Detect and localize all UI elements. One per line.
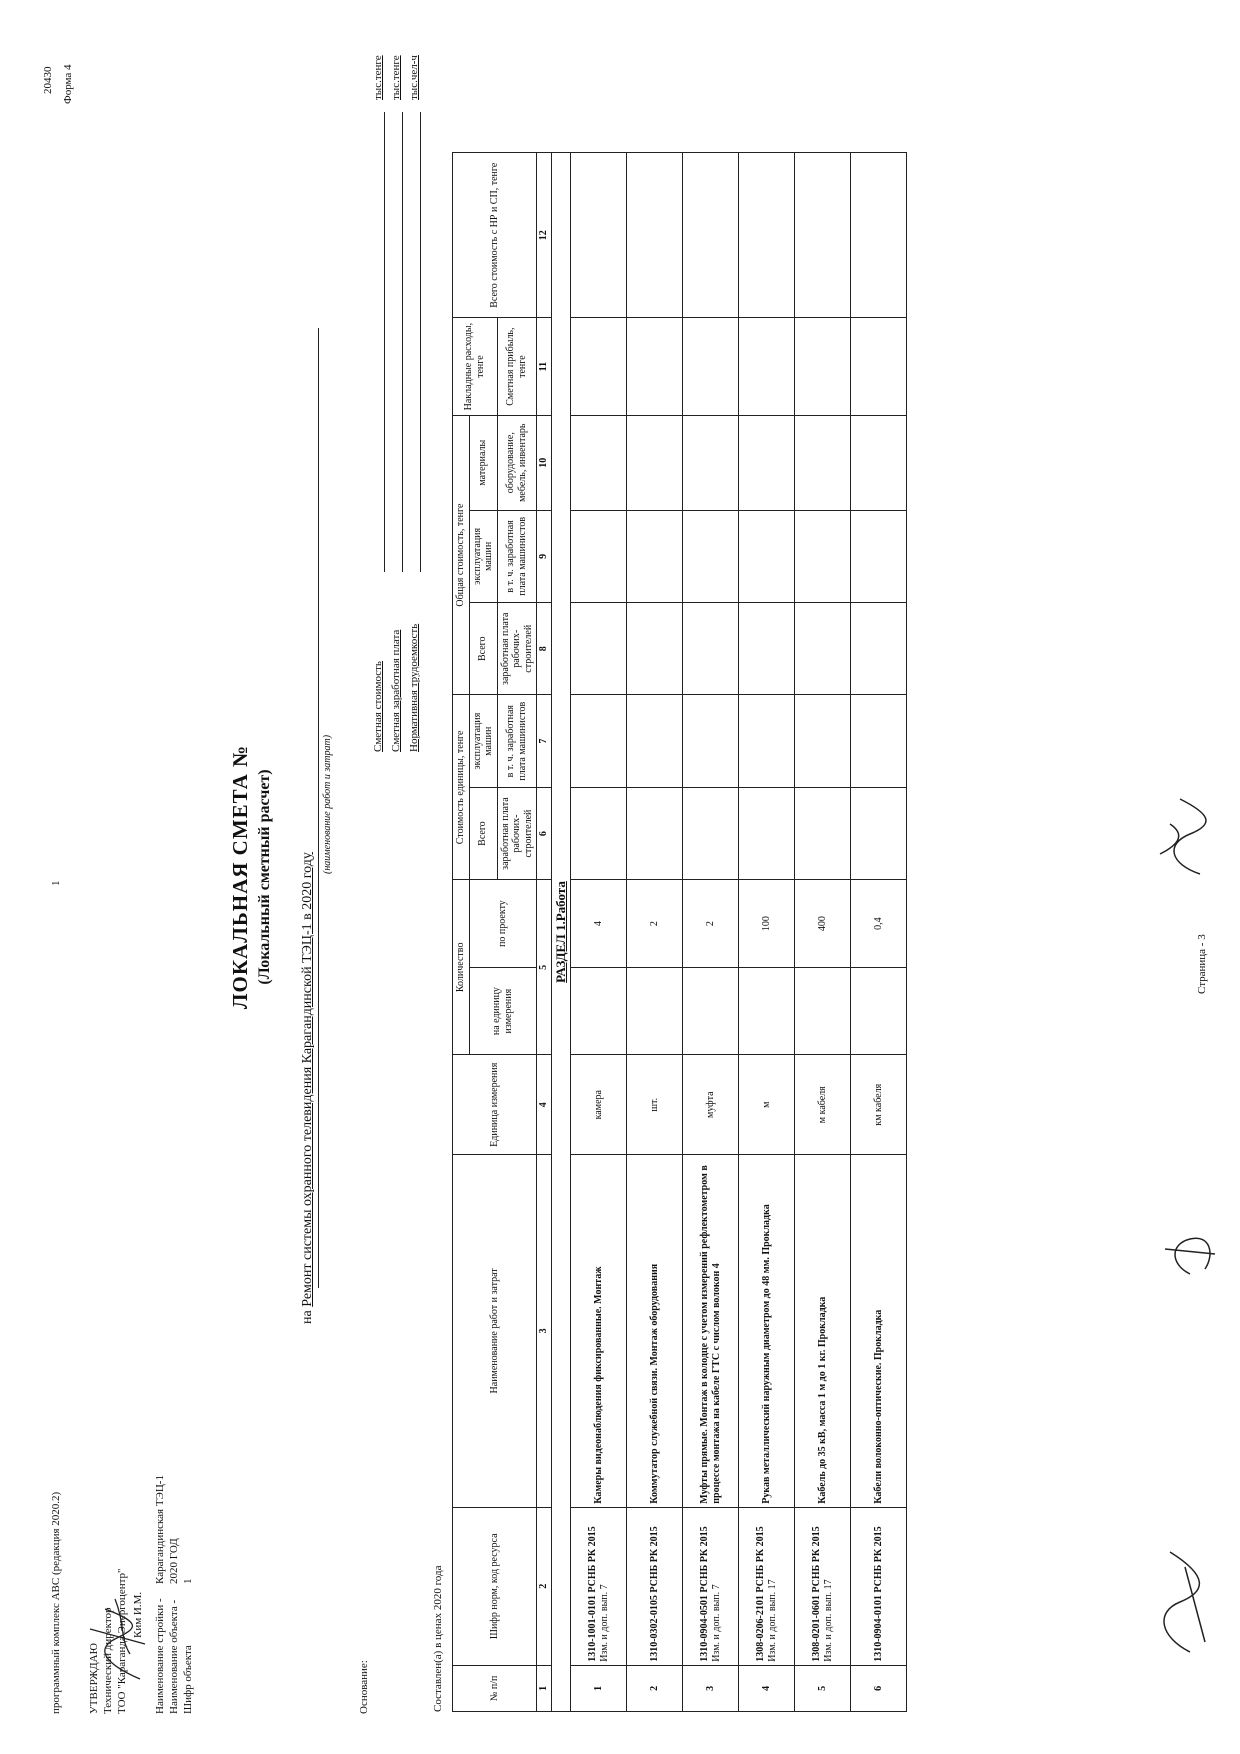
row-unit: камера	[571, 1055, 627, 1155]
row-code-value: 1310-0904-0501 РСНБ РК 2015	[699, 1526, 711, 1662]
object-code-label: Шифр объекта	[182, 1645, 194, 1714]
row-empty-cell	[851, 510, 907, 602]
row-empty-cell	[627, 415, 683, 510]
col-unit-header: Единица измерения	[453, 1055, 537, 1155]
row-empty-cell	[627, 318, 683, 415]
column-number: 7	[537, 695, 552, 787]
row-empty-cell	[795, 603, 851, 695]
col-unit-cost-header: Стоимость единицы, тенге	[453, 695, 470, 880]
col-qty-project: по проекту	[469, 880, 537, 968]
summary-label-wages: Сметная заработная плата	[390, 629, 402, 752]
estimate-table	[452, 152, 907, 1712]
row-empty-cell	[683, 153, 739, 318]
col-unit-all: Всего	[469, 787, 497, 879]
col-unit-wages-machinists: в т. ч. заработная плата машинистов	[497, 695, 537, 787]
row-code	[739, 1507, 795, 1665]
col-qty-per-unit: на единицу измерения	[469, 967, 537, 1055]
summary-line-1	[384, 112, 385, 572]
row-number: 6	[851, 1665, 907, 1711]
row-code-note: Изм. и доп. вып. 7	[710, 1584, 722, 1662]
approver-signature	[85, 1591, 155, 1684]
row-unit: муфта	[683, 1055, 739, 1155]
object-code-value: 1	[182, 1578, 194, 1584]
row-empty-cell	[795, 318, 851, 415]
col-unit-machines: эксплуатация машин	[469, 695, 497, 787]
summary-unit-estimate: тыс.тенге	[372, 55, 384, 100]
row-name: Рукав металлический наружным диаметром до 48 мм. Прокладка	[739, 1155, 795, 1508]
site-value: Карагандинская ТЭЦ-1	[154, 1475, 166, 1584]
table-row	[683, 153, 739, 1712]
column-number: 5	[537, 880, 552, 1055]
row-empty-cell	[851, 415, 907, 510]
row-empty-cell	[571, 787, 627, 879]
column-number: 8	[537, 603, 552, 695]
row-unit: км кабеля	[851, 1055, 907, 1155]
col-overhead-header: Накладные расходы, тенге	[453, 318, 498, 415]
row-empty-cell	[571, 510, 627, 602]
row-quantity: 4	[571, 880, 627, 968]
col-total-wages: заработная плата рабочих-строителей	[497, 603, 537, 695]
col-code-header: Шифр норм, код ресурса	[453, 1507, 537, 1665]
row-empty-cell	[683, 695, 739, 787]
row-code-value: 1310-0302-0105 РСНБ РК 2015	[649, 1526, 661, 1662]
doc-subtitle-wrap	[256, 0, 274, 1754]
margin-initials	[1150, 794, 1220, 884]
row-qty-per-unit	[795, 967, 851, 1055]
row-empty-cell	[627, 603, 683, 695]
work-caption: (наименование работ и затрат)	[322, 734, 333, 874]
col-total-np-header: Всего стоимость с НР и СП, тенге	[453, 153, 537, 318]
work-underline	[318, 328, 319, 1288]
doc-title-wrap	[228, 0, 253, 1754]
row-unit: м	[739, 1055, 795, 1155]
section-row	[551, 153, 571, 1712]
row-name: Кабель до 35 кВ, масса 1 м до 1 кг. Прокладка	[795, 1155, 851, 1508]
row-empty-cell	[739, 318, 795, 415]
row-quantity: 100	[739, 880, 795, 968]
doc-subtitle: (Локальный сметный расчет)	[256, 769, 273, 985]
object-value: 2020 ГОД	[168, 1538, 180, 1584]
row-empty-cell	[571, 318, 627, 415]
row-quantity: 400	[795, 880, 851, 968]
col-name-header: Наименование работ и затрат	[453, 1155, 537, 1508]
table-row	[627, 153, 683, 1712]
site-label: Наименование стройки -	[154, 1598, 166, 1714]
row-number: 5	[795, 1665, 851, 1711]
summary-line-2	[402, 112, 403, 572]
row-code	[627, 1507, 683, 1665]
row-empty-cell	[739, 510, 795, 602]
row-qty-per-unit	[739, 967, 795, 1055]
row-number: 3	[683, 1665, 739, 1711]
row-code-note: Изм. и доп. вып. 7	[598, 1584, 610, 1662]
row-code-value: 1310-1001-0101 РСНБ РК 2015	[587, 1526, 599, 1662]
row-code-value: 1308-0201-0601 РСНБ РК 2015	[811, 1526, 823, 1662]
row-empty-cell	[571, 695, 627, 787]
row-qty-per-unit	[683, 967, 739, 1055]
row-empty-cell	[571, 415, 627, 510]
col-total-all: Всего	[469, 603, 497, 695]
row-number: 4	[739, 1665, 795, 1711]
col-profit-header: Сметная прибыль, тенге	[497, 318, 537, 415]
row-empty-cell	[851, 318, 907, 415]
table-row	[739, 153, 795, 1712]
column-number: 11	[537, 318, 552, 415]
doc-code: 20430	[42, 66, 54, 94]
column-numbers-row	[537, 153, 552, 1712]
approver-name: Ким И.М.	[132, 1591, 144, 1638]
margin-mark	[1160, 1224, 1220, 1284]
summary-unit-labor: тыс.чел-ч	[408, 55, 420, 100]
row-name: Коммутатор служебной связи. Монтаж оборудования	[627, 1155, 683, 1508]
on-label: на	[300, 1310, 315, 1324]
column-number: 2	[537, 1507, 552, 1665]
row-name: Муфты прямые. Монтаж в колодце с учетом измерений рефлектометром в процессе монтажа на кабеле ГТС с числом волокон 4	[683, 1155, 739, 1508]
row-quantity: 2	[683, 880, 739, 968]
row-qty-per-unit	[627, 967, 683, 1055]
row-empty-cell	[851, 787, 907, 879]
row-number: 2	[627, 1665, 683, 1711]
row-empty-cell	[627, 153, 683, 318]
row-empty-cell	[571, 603, 627, 695]
row-code	[571, 1507, 627, 1665]
col-total-machines: эксплуатация машин	[469, 510, 497, 602]
row-name: Камеры видеонаблюдения фиксированные. Монтаж	[571, 1155, 627, 1508]
approver-position: Технический директор	[102, 1607, 114, 1714]
row-empty-cell	[851, 695, 907, 787]
row-unit: м кабеля	[795, 1055, 851, 1155]
work-description	[300, 852, 316, 1324]
column-number: 12	[537, 153, 552, 318]
page-footer: Страница - 3	[1196, 934, 1208, 994]
form-label: Форма 4	[62, 64, 74, 104]
row-qty-per-unit	[571, 967, 627, 1055]
doc-title: ЛОКАЛЬНАЯ СМЕТА №	[228, 744, 252, 1010]
summary-unit-wages: тыс.тенге	[390, 55, 402, 100]
row-quantity: 0,4	[851, 880, 907, 968]
row-empty-cell	[795, 153, 851, 318]
col-quantity-header: Количество	[453, 880, 470, 1055]
row-empty-cell	[683, 603, 739, 695]
approved-label: УТВЕРЖДАЮ	[88, 1643, 100, 1714]
col-total-wages-machinists: в т. ч. заработная плата машинистов	[497, 510, 537, 602]
row-empty-cell	[683, 510, 739, 602]
row-empty-cell	[739, 787, 795, 879]
row-empty-cell	[683, 787, 739, 879]
row-number: 1	[571, 1665, 627, 1711]
row-empty-cell	[683, 415, 739, 510]
row-empty-cell	[795, 415, 851, 510]
row-empty-cell	[739, 153, 795, 318]
section-title: РАЗДЕЛ 1.Работа	[551, 153, 571, 1712]
margin-signature	[1150, 1542, 1220, 1662]
approver-company: ТОО "Караганда Энергоцентр"	[116, 1568, 128, 1714]
row-empty-cell	[571, 153, 627, 318]
col-unit-wages: заработная плата рабочих-строителей	[497, 787, 537, 879]
column-number: 9	[537, 510, 552, 602]
table-body	[571, 153, 907, 1712]
row-empty-cell	[683, 318, 739, 415]
column-number: 10	[537, 415, 552, 510]
row-qty-per-unit	[851, 967, 907, 1055]
work-name: Ремонт системы охранного телевидения Карагандинской ТЭЦ-1 в 2020 году	[300, 852, 315, 1307]
row-code-note: Изм. и доп. вып. 17	[766, 1579, 778, 1662]
col-total-equipment: оборудование, мебель, инвентарь	[497, 415, 537, 510]
basis-label: Основание:	[358, 1660, 370, 1714]
row-empty-cell	[627, 695, 683, 787]
row-empty-cell	[795, 510, 851, 602]
summary-line-3	[420, 112, 421, 572]
row-empty-cell	[851, 603, 907, 695]
row-code-value: 1308-0206-2101 РСНБ РК 2015	[755, 1526, 767, 1662]
col-num-header: № п/п	[453, 1665, 537, 1711]
col-total-materials: материалы	[469, 415, 497, 510]
prices-note: Составлен(а) в ценах 2020 года	[432, 1565, 444, 1712]
row-empty-cell	[739, 415, 795, 510]
row-empty-cell	[739, 603, 795, 695]
row-empty-cell	[739, 695, 795, 787]
header-row-1	[453, 153, 470, 1712]
row-empty-cell	[795, 695, 851, 787]
row-empty-cell	[851, 153, 907, 318]
table-row	[851, 153, 907, 1712]
row-quantity: 2	[627, 880, 683, 968]
col-total-cost-header: Общая стоимость, тенге	[453, 415, 470, 695]
column-number: 3	[537, 1155, 552, 1508]
object-label: Наименование объекта -	[168, 1599, 180, 1714]
row-code	[683, 1507, 739, 1665]
row-name: Кабели волоконно-оптические. Прокладка	[851, 1155, 907, 1508]
page-number: 1	[50, 880, 62, 886]
summary-label-labor: Нормативная трудоемкость	[408, 623, 420, 752]
row-code-value: 1310-0904-0101 РСНБ РК 2015	[873, 1526, 885, 1662]
row-empty-cell	[795, 787, 851, 879]
table-row	[795, 153, 851, 1712]
row-unit: шт.	[627, 1055, 683, 1155]
column-number: 4	[537, 1055, 552, 1155]
software-note: программный комплекс ABC (редакция 2020.2)	[50, 1491, 62, 1714]
row-code	[851, 1507, 907, 1665]
row-code	[795, 1507, 851, 1665]
summary-label-estimate: Сметная стоимость	[372, 661, 384, 752]
row-code-note: Изм. и доп. вып. 17	[822, 1579, 834, 1662]
table-row	[571, 153, 627, 1712]
column-number: 1	[537, 1665, 552, 1711]
row-empty-cell	[627, 510, 683, 602]
row-empty-cell	[627, 787, 683, 879]
column-number: 6	[537, 787, 552, 879]
